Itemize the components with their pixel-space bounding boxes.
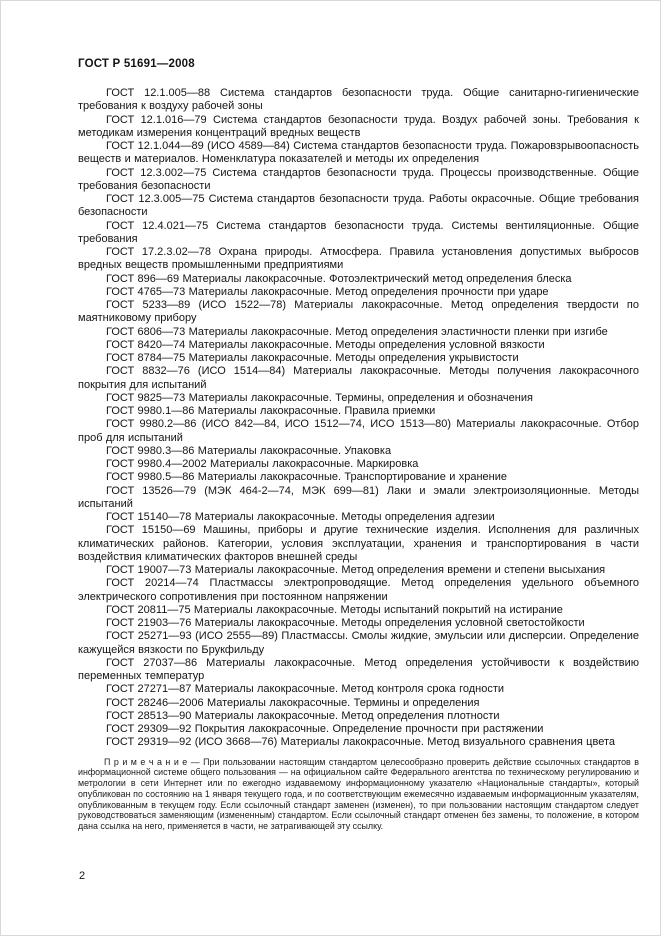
standard-paragraph: ГОСТ 9980.4—2002 Материалы лакокрасочные. Маркировка — [106, 458, 419, 470]
standard-paragraph: ГОСТ 25271—93 (ИСО 2555—89) Пластмассы. Смолы жидкие, эмульсии или дисперсии. Определение кажущейся вязкости по Брукфильду — [78, 630, 639, 656]
standard-paragraph: ГОСТ 9980.5—86 Материалы лакокрасочные. Транспортирование и хранение — [106, 471, 507, 484]
standard-paragraph: ГОСТ 12.1.016—79 Система стандартов безопасности труда. Воздух рабочей зоны. Требования к методикам измерения концентраций вредных веществ — [78, 113, 639, 139]
standard-paragraph: ГОСТ 12.3.005—75 Система стандартов безопасности труда. Работы окрасочные. Общие требования безопасности — [78, 193, 639, 219]
standard-paragraph: ГОСТ 12.4.021—75 Система стандартов безопасности труда. Системы вентиляционные. Общие требования — [78, 219, 639, 245]
standard-paragraph: ГОСТ 8784—75 Материалы лакокрасочные. Методы определения укрывистости — [106, 352, 519, 364]
standard-paragraph: ГОСТ 20214—74 Пластмассы электропроводящие. Метод определения удельного объемного электрического сопротивления при постоянном напряжении — [78, 577, 639, 603]
standard-paragraph: ГОСТ 896—69 Материалы лакокрасочные. Фотоэлектрический метод определения блеска — [106, 272, 572, 285]
standard-paragraph: ГОСТ 9980.1—86 Материалы лакокрасочные. Правила приемки — [106, 405, 436, 417]
standard-paragraph: ГОСТ 27037—86 Материалы лакокрасочные. Метод определения устойчивости к воздействию переменных температур — [78, 656, 639, 682]
note-paragraph: П р и м е ч а н и е — При пользовании настоящим стандартом целесообразно проверить действие ссылочных стандартов в информационной системе общего пользования — на официальном сайте Федерального агентства по техническому регулированию и метрологии в сети Интернет или по ежегодно издаваемому информационному указателю «Национальные стандарты», который опубликован по состоянию на 1 января текущего года, и по соответствующим ежемесячно издаваемым информационным указателям, опубликованным в текущем году. Если ссылочный стандарт заменен (изменен), то при пользовании настоящим стандартом следует руководствоваться заменяющим (измененным) стандартом. Если ссылочный стандарт отменен без замены, то положение, в котором дана ссылка на него, применяется в части, не затрагивающей эту ссылку. — [78, 756, 639, 832]
standard-paragraph: ГОСТ 4765—73 Материалы лакокрасочные. Метод определения прочности при ударе — [106, 285, 549, 298]
standard-paragraph: ГОСТ 27271—87 Материалы лакокрасочные. Метод контроля срока годности — [106, 683, 505, 696]
standard-paragraph: ГОСТ 19007—73 Материалы лакокрасочные. Метод определения времени и степени высыхания — [106, 564, 606, 576]
standard-paragraph: ГОСТ 12.1.005—88 Система стандартов безопасности труда. Общие санитарно-гигиенические требования к воздуху рабочей зоны — [78, 87, 639, 113]
standard-paragraph: ГОСТ 29319—92 (ИСО 3668—76) Материалы лакокрасочные. Метод визуального сравнения цвета — [106, 736, 615, 749]
standard-paragraph: ГОСТ 6806—73 Материалы лакокрасочные. Метод определения эластичности пленки при изгибе — [106, 325, 608, 338]
standard-paragraph: ГОСТ 9980.2—86 (ИСО 842—84, ИСО 1512—74, ИСО 1513—80) Материалы лакокрасочные. Отбор проб для испытаний — [78, 418, 639, 444]
standard-paragraph: ГОСТ 17.2.3.02—78 Охрана природы. Атмосфера. Правила установления допустимых выбросов вредных веществ промышленными предприятиями — [78, 246, 639, 272]
standard-paragraph: ГОСТ 8832—76 (ИСО 1514—84) Материалы лакокрасочные. Методы получения лакокрасочного покрытия для испытаний — [78, 365, 639, 391]
standard-paragraph: ГОСТ 8420—74 Материалы лакокрасочные. Методы определения условной вязкости — [106, 338, 545, 351]
standard-paragraph: ГОСТ 15140—78 Материалы лакокрасочные. Методы определения адгезии — [106, 511, 495, 523]
standard-paragraph: ГОСТ 20811—75 Материалы лакокрасочные. Методы испытаний покрытий на истирание — [106, 603, 563, 616]
standards-list — [78, 87, 639, 750]
standard-paragraph: ГОСТ 9980.3—86 Материалы лакокрасочные. Упаковка — [106, 444, 392, 457]
standard-paragraph: ГОСТ 15150—69 Машины, приборы и другие технические изделия. Исполнения для различных климатических районов. Категории, условия эксплуатации, хранения и транспортирования в части воздействия климатических факторов внешней среды — [78, 524, 639, 563]
standard-paragraph: ГОСТ 9825—73 Материалы лакокрасочные. Термины, определения и обозначения — [106, 391, 533, 404]
standard-paragraph: ГОСТ 28513—90 Материалы лакокрасочные. Метод определения плотности — [106, 709, 500, 722]
standard-paragraph: ГОСТ 12.1.044—89 (ИСО 4589—84) Система стандартов безопасности труда. Пожаровзрывоопасность веществ и материалов. Номенклатура показателей и методы их определения — [78, 140, 639, 166]
standard-paragraph: ГОСТ 29309—92 Покрытия лакокрасочные. Определение прочности при растяжении — [106, 723, 544, 735]
standard-paragraph: ГОСТ 28246—2006 Материалы лакокрасочные. Термины и определения — [106, 696, 480, 709]
standard-paragraph: ГОСТ 12.3.002—75 Система стандартов безопасности труда. Процессы производственные. Общие требования безопасности — [78, 166, 639, 192]
page-number: 2 — [79, 870, 86, 882]
standard-paragraph: ГОСТ 5233—89 (ИСО 1522—78) Материалы лакокрасочные. Метод определения твердости по маятниковому прибору — [78, 299, 639, 325]
standard-paragraph: ГОСТ 21903—76 Материалы лакокрасочные. Методы определения условной светостойкости — [106, 617, 585, 629]
document-header: ГОСТ Р 51691—2008 — [78, 58, 195, 70]
standard-paragraph: ГОСТ 13526—79 (МЭК 464-2—74, МЭК 699—81) Лаки и эмали электроизоляционные. Методы испытаний — [78, 484, 639, 510]
